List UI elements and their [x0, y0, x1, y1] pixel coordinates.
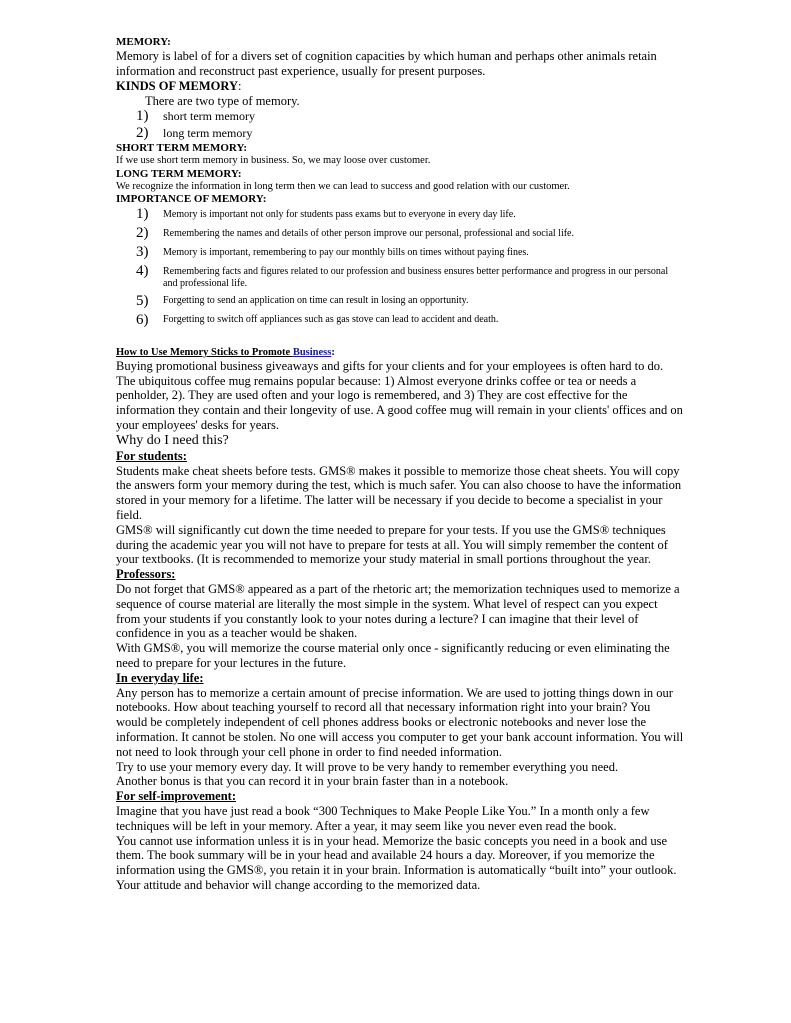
everyday-text-3: Another bonus is that you can record it in your brain faster than in a notebook.	[116, 774, 509, 789]
everyday-text-2: Try to use your memory every day. It will prove to be very handy to remember everything you need.	[116, 759, 619, 774]
importance-heading: IMPORTANCE OF MEMORY:	[116, 193, 267, 206]
promo-title: How to Use Memory Sticks to Promote Business:	[116, 346, 335, 358]
students-text-2: GMS® will significantly cut down the time needed to prepare for your tests. If you use the GMS® techniques during the academic year you will not have to prepare for tests at all. You will simply remember the content of your textbooks. (It is recommended to memorize your study material in small portions throughout the year.	[116, 522, 668, 567]
list-item: 6) Forgetting to switch off appliances such as gas stove can lead to accident and death.	[136, 311, 499, 328]
long-term-text: We recognize the information in long term then we can lead to success and good relation with our customer.	[116, 180, 570, 192]
everyday-text-1: Any person has to memorize a certain amount of precise information. We are used to jotting things down in our notebooks. How about teaching yourself to record all that necessary information right into your brain? You would be completely independent of cell phones address books or electronic notebooks and never lose the information. It cannot be stolen. No one will access you computer to get your bank account information. You will not need to look through your cell phone in order to find needed information.	[116, 685, 684, 759]
memory-heading: MEMORY:	[116, 36, 171, 48]
kinds-list	[116, 108, 684, 142]
kinds-heading: KINDS OF MEMORY:	[116, 78, 242, 93]
kinds-intro: There are two type of memory.	[145, 93, 300, 108]
professors-text-2: With GMS®, you will memorize the course material only once - significantly reducing or even eliminating the need to prepare for your lectures in the future.	[116, 641, 670, 671]
self-improvement-text-1: Imagine that you have just read a book “300 Techniques to Make People Like You.” In a month only a few techniques will be left in your memory. After a year, it may seem like you never even read the book.	[116, 804, 650, 833]
list-item: 2) Remembering the names and details of other person improve our personal, professional and social life.	[136, 225, 574, 242]
list-item: 1) Memory is important not only for students pass exams but to everyone in every day life.	[136, 206, 516, 223]
list-item: 1) short term memory	[136, 108, 255, 125]
self-improvement-text-2: You cannot use information unless it is in your head. Memorize the basic concepts you need in a book and use them. The book summary will be in your head and available 24 hours a day. Moreover, if you memorize the information using the GMS®, you retain it in your brain. Information is automatically “built into” your outlook. Your attitude and behavior will change according to the memorized data.	[116, 833, 677, 892]
list-item: 2) long term memory	[136, 125, 253, 142]
everyday-heading: In everyday life:	[116, 670, 204, 685]
short-term-heading: SHORT TERM MEMORY:	[116, 142, 248, 155]
list-item: 3) Memory is important, remembering to pay our monthly bills on times without paying fines.	[136, 244, 529, 261]
self-improvement-heading: For self-improvement:	[116, 789, 236, 804]
memory-definition: Memory is label of for a divers set of cognition capacities by which human and perhaps other animals retain information and reconstruct past experience, usually for present purposes.	[116, 49, 657, 78]
importance-list	[116, 206, 684, 329]
long-term-heading: LONG TERM MEMORY:	[116, 167, 242, 180]
short-term-text: If we use short term memory in business. So, we may loose over customer.	[116, 155, 431, 167]
why-heading: Why do I need this?	[116, 432, 229, 448]
professors-heading: Professors:	[116, 567, 176, 582]
professors-text-1: Do not forget that GMS® appeared as a part of the rhetoric art; the memorization techniques used to memorize a sequence of course material are literally the most simple in the system. What level of respect can you expect from your students if you constantly look to your notes during a lecture? I can imagine that their level of confidence in you as a teacher would be shaken.	[116, 582, 680, 641]
business-link[interactable]: Business	[292, 346, 332, 358]
students-text-1: Students make cheat sheets before tests. GMS® makes it possible to memorize those cheat sheets. You will copy the answers form your memory during the test, which is much safer. You can also choose to have the information stored in your memory for a lifetime. The latter will be necessary if you decide to become a specialist in your field.	[116, 463, 682, 523]
promo-text: Buying promotional business giveaways and gifts for your clients and for your employees is often hard to do. The ubiquitous coffee mug remains popular because: 1) Almost everyone drinks coffee or tea or needs a penholder, 2). They are used often and your logo is remembered, and 3) They are cost effective for the information they contain and their longevity of use. A good coffee mug will remain in your clients' offices and on your employees' desks for years.	[116, 358, 683, 433]
list-item: 5) Forgetting to send an application on time can result in losing an opportunity.	[136, 292, 469, 309]
students-heading: For students:	[116, 448, 187, 463]
document-body	[116, 36, 684, 893]
list-item: 4) Remembering facts and figures related to our profession and business ensures better performance and progress in our personal and professional life.	[136, 263, 669, 290]
